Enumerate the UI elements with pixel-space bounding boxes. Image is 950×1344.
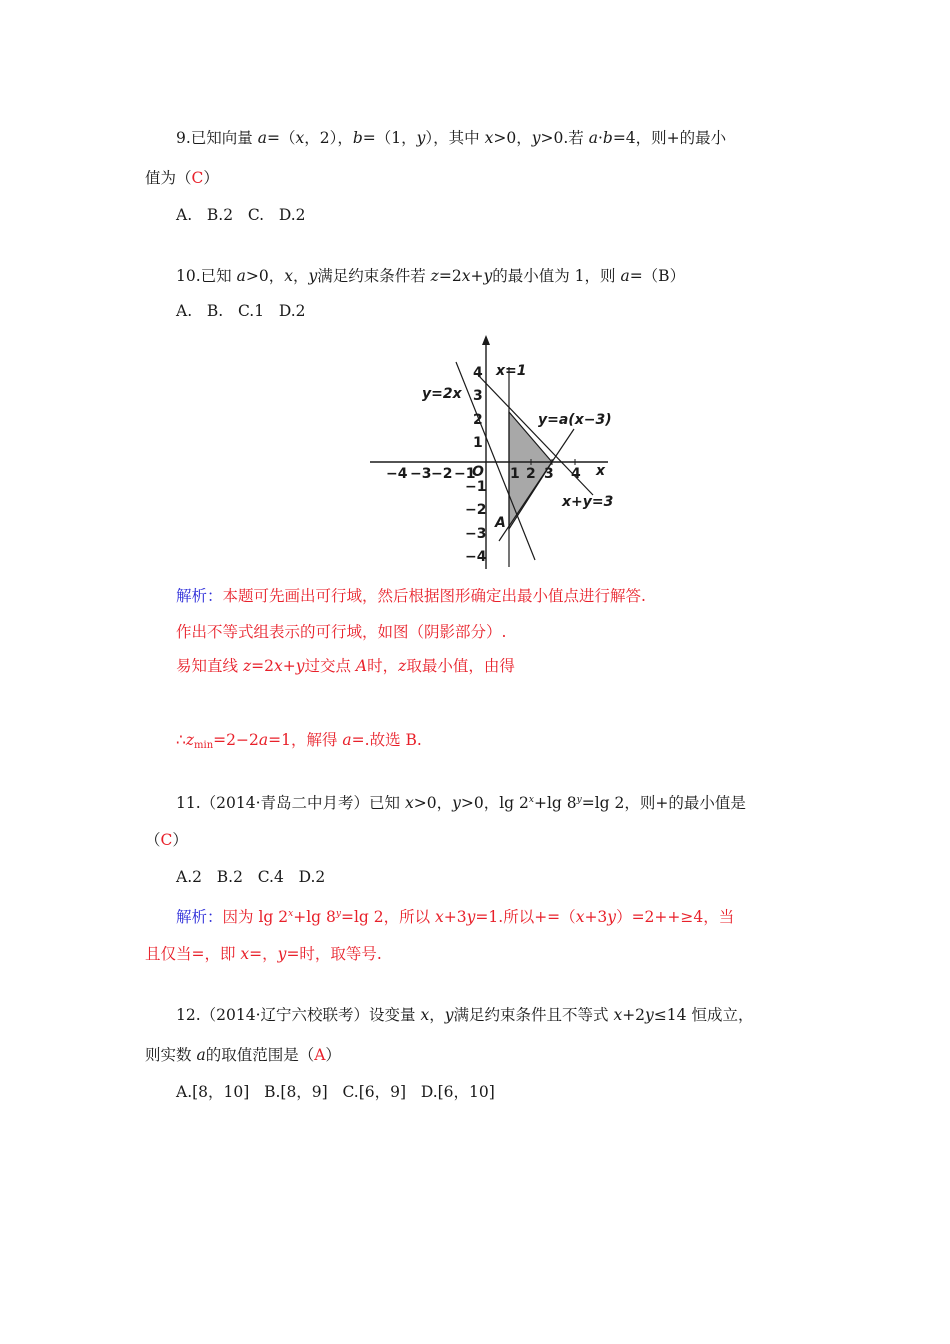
y-tick-label: −4 (465, 549, 487, 565)
q9-line2 (145, 168, 219, 188)
q11-text: >0， (413, 794, 453, 812)
q11-text: +lg 8 (533, 794, 577, 812)
q10-text: >0， (245, 267, 285, 285)
var: z (398, 657, 407, 675)
q9-answer: C (191, 169, 204, 187)
q11-analysis-2 (145, 944, 382, 964)
q10-text: + (470, 267, 484, 285)
analysis-text: +lg 8 (293, 908, 336, 926)
q9-text: =（1， (362, 129, 417, 147)
q9-number: 9. (176, 129, 191, 147)
label-point-a: A (495, 515, 506, 531)
q10-text: =（B） (629, 267, 686, 285)
q10-line1 (176, 266, 685, 286)
var: y (452, 794, 461, 812)
y-tick-label: −2 (465, 502, 487, 518)
var: b (602, 129, 613, 147)
analysis-label: 解析： (176, 908, 223, 926)
var: a (257, 129, 267, 147)
var: y (277, 945, 287, 963)
analysis-text: 本题可先画出可行域，然后根据图形确定出最小值点进行解答. (222, 587, 646, 605)
x-tick-label: 4 (571, 466, 581, 482)
x-tick-label: 1 (510, 466, 520, 482)
q10-text: ， (292, 267, 309, 285)
q9-text: · (597, 129, 603, 147)
var: y (295, 657, 305, 675)
q12-answer: A (314, 1046, 326, 1064)
analysis-text: 因为 lg 2 (222, 908, 289, 926)
analysis-label: 解析： (176, 587, 223, 605)
q9-text: ） (203, 169, 219, 187)
q9-options: A. B.2 C. D.2 (176, 206, 306, 224)
y-tick-label: 3 (473, 388, 483, 404)
analysis-text: 时， (367, 657, 399, 675)
analysis-text: =时，取等号. (286, 945, 382, 963)
x-axis-label: x (596, 463, 606, 479)
var: y (444, 1006, 454, 1024)
q10-analysis-3 (176, 656, 515, 676)
x-tick-label: 2 (526, 466, 536, 482)
q9-line1 (176, 128, 726, 148)
analysis-text: =2 (251, 657, 274, 675)
subscript: min (194, 740, 214, 751)
var: b (352, 129, 363, 147)
var: a (258, 731, 269, 749)
var: a (342, 731, 352, 749)
label-x-equals-1: x=1 (496, 363, 527, 379)
q11-number: 11. (176, 794, 201, 812)
var: x (484, 129, 494, 147)
q11-line1 (176, 790, 746, 813)
analysis-text: + (282, 657, 296, 675)
q10-number: 10. (176, 267, 201, 285)
q11-text: =lg 2，则+的最小值是 (581, 794, 746, 812)
q10-analysis-2: 作出不等式组表示的可行域，如图（阴影部分）. (176, 623, 507, 641)
analysis-text: ∴ (176, 731, 186, 749)
analysis-text: =1，解得 (268, 731, 343, 749)
analysis-text: 过交点 (304, 657, 356, 675)
superscript: y (335, 909, 341, 919)
q12-text: 则实数 (145, 1046, 197, 1064)
y-tick-label: −3 (465, 526, 487, 542)
q11-text: （2014·青岛二中月考）已知 (200, 794, 405, 812)
label-x-plus-y-equals-3: x+y=3 (562, 494, 614, 510)
var: a (620, 267, 630, 285)
q9-text: >0， (493, 129, 532, 147)
var: x (575, 908, 585, 926)
var: x (461, 267, 471, 285)
var: y (416, 129, 426, 147)
q11-line2 (145, 830, 188, 850)
superscript: y (576, 795, 582, 805)
var: a (236, 267, 246, 285)
var: x (404, 794, 414, 812)
q12-line2 (145, 1045, 341, 1065)
q9-text: >0.若 (540, 129, 589, 147)
y-tick-label: −1 (465, 479, 487, 495)
var: x (284, 267, 293, 285)
q10-text: 已知 (200, 267, 237, 285)
q12-text: 的取值范围是（ (205, 1046, 315, 1064)
analysis-text: =1.所以+=（ (475, 908, 576, 926)
q12-text: ， (429, 1006, 445, 1024)
var: y (531, 129, 541, 147)
superscript: x (288, 909, 294, 919)
analysis-text: =lg 2，所以 (340, 908, 436, 926)
x-tick-label: −3 (410, 466, 432, 482)
q12-text: （2014·辽宁六校联考）设变量 (200, 1006, 421, 1024)
x-tick-label: −4 (386, 466, 408, 482)
var: x (273, 657, 283, 675)
analysis-text: +3 (443, 908, 467, 926)
y-tick-label: 2 (473, 412, 483, 428)
var: z (242, 657, 252, 675)
superscript: x (528, 795, 534, 805)
x-tick-label: −1 (454, 466, 476, 482)
label-y-equals-a-x-minus-3: y=a(x−3) (538, 412, 612, 428)
var: x (240, 945, 250, 963)
origin-label: O (472, 464, 484, 480)
q12-text: 满足约束条件且不等式 (453, 1006, 614, 1024)
q11-analysis-1 (176, 904, 734, 927)
q11-text: （ (145, 831, 161, 849)
q10-text: 满足约束条件若 (317, 267, 431, 285)
q9-text: ），其中 (425, 129, 485, 147)
analysis-text: +3 (584, 908, 608, 926)
analysis-text: 且仅当=，即 (145, 945, 241, 963)
q12-text: ） (325, 1046, 341, 1064)
analysis-text: ）=2++≥4，当 (616, 908, 735, 926)
var: y (645, 1006, 654, 1024)
x-tick-label: −2 (431, 466, 453, 482)
q11-text: ） (172, 831, 188, 849)
analysis-text: =， (249, 945, 278, 963)
q12-options: A.[8，10] B.[8，9] C.[6，9] D.[6，10] (176, 1083, 495, 1101)
var: a (196, 1046, 206, 1064)
y-tick-label: 4 (473, 365, 483, 381)
analysis-text: 易知直线 (176, 657, 243, 675)
var: A (355, 657, 368, 675)
q9-text: =4，则+的最小 (612, 129, 727, 147)
analysis-text: 取最小值，由得 (406, 657, 515, 675)
q10-options: A. B. C.1 D.2 (176, 302, 306, 320)
q10-analysis-4 (176, 730, 422, 756)
var: a (588, 129, 598, 147)
q10-text: 的最小值为 1，则 (492, 267, 621, 285)
q12-number: 12. (176, 1006, 201, 1024)
q12-text: ≤14 恒成立， (653, 1006, 754, 1024)
q9-text: 值为（ (145, 169, 192, 187)
q9-text: 已知向量 (190, 129, 258, 147)
var: x (613, 1006, 623, 1024)
analysis-text: =2−2 (213, 731, 259, 749)
var: x (420, 1006, 430, 1024)
var: x (435, 908, 444, 926)
q12-text: +2 (622, 1006, 646, 1024)
q11-answer: C (160, 831, 173, 849)
q9-text: =（ (266, 129, 296, 147)
var: z (185, 731, 195, 749)
q11-text: >0，lg 2 (460, 794, 529, 812)
var: x (295, 129, 305, 147)
x-tick-label: 3 (544, 466, 554, 482)
q12-line1 (176, 1005, 753, 1025)
analysis-text: =.故选 B. (351, 731, 422, 749)
q10-analysis-1 (176, 586, 646, 606)
q11-options: A.2 B.2 C.4 D.2 (176, 868, 326, 886)
y-tick-label: 1 (473, 435, 483, 451)
var: y (607, 908, 617, 926)
q9-text: ，2）， (304, 129, 353, 147)
label-y-equals-2x: y=2x (422, 386, 462, 402)
q10-text: =2 (438, 267, 462, 285)
feasible-region-figure (368, 335, 614, 571)
var: y (483, 267, 493, 285)
var: y (466, 908, 476, 926)
var: y (308, 267, 318, 285)
var: z (430, 267, 439, 285)
